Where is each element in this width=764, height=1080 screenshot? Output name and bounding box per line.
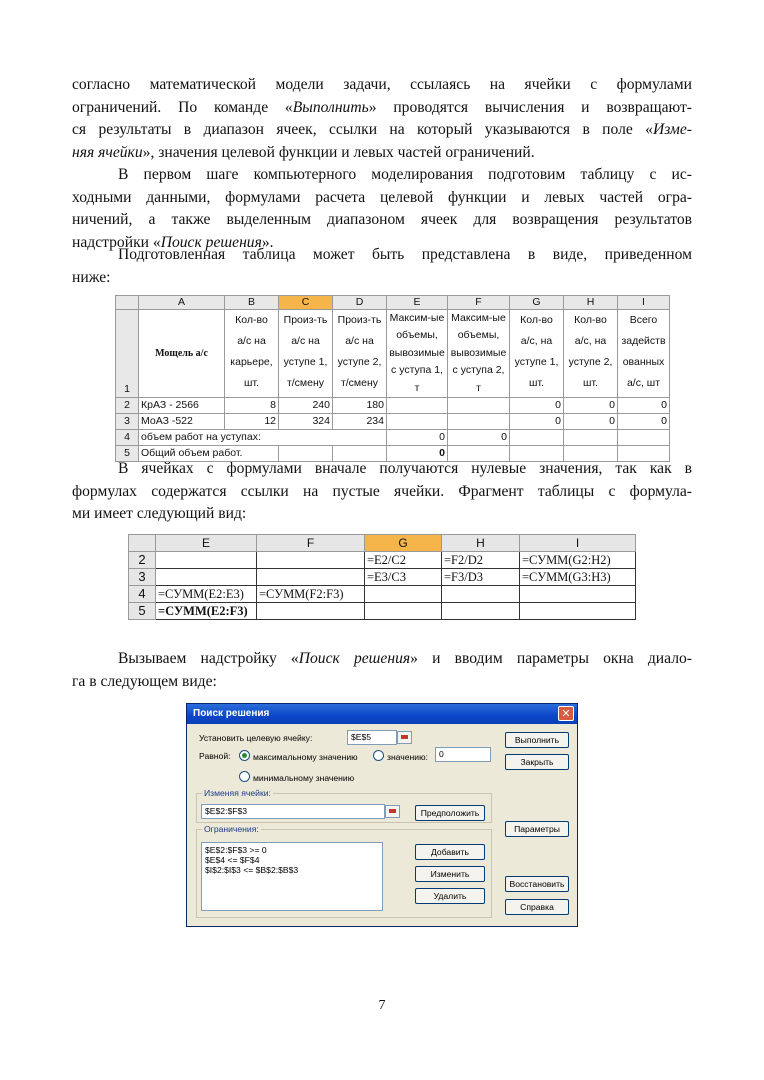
cell-e5: 0 bbox=[387, 446, 448, 462]
row-header: 4 bbox=[116, 430, 139, 446]
row-header: 1 bbox=[116, 310, 139, 398]
radio-value-label: значению: bbox=[387, 752, 428, 762]
cell-f3 bbox=[257, 569, 365, 586]
delete-constraint-button[interactable]: Удалить bbox=[415, 888, 485, 904]
cell-e2 bbox=[156, 552, 257, 569]
changing-cells-label: Изменяя ячейки: bbox=[204, 788, 271, 798]
text-line: согласно математической модели задачи, ссылаясь на ячейки с формулами bbox=[72, 76, 692, 93]
radio-min-label: минимальному значению bbox=[253, 773, 355, 783]
cell-g3: 0 bbox=[510, 414, 564, 430]
header-line: а/с, на bbox=[574, 335, 607, 347]
cell-b2: 8 bbox=[225, 398, 279, 414]
cell-i3: 0 bbox=[618, 414, 670, 430]
cell-i4 bbox=[618, 430, 670, 446]
header-line: Максим-ые bbox=[389, 312, 445, 324]
cell-i4 bbox=[520, 586, 636, 603]
equal-to-label: Равной: bbox=[199, 751, 231, 761]
column-header-g: G bbox=[510, 296, 564, 310]
radio-empty-icon bbox=[373, 750, 384, 761]
header-line: Произ-ть bbox=[283, 314, 328, 326]
row-header: 3 bbox=[129, 569, 156, 586]
cell-h5 bbox=[442, 603, 520, 620]
dialog-title: Поиск решения bbox=[193, 708, 270, 719]
header-line: Максим-ые bbox=[451, 312, 506, 324]
text-line: ми имеет следующий вид: bbox=[72, 505, 247, 522]
text-line: га в следующем виде: bbox=[72, 672, 217, 690]
cell-g2: =E2/C2 bbox=[365, 552, 442, 569]
header-line: задейств bbox=[621, 335, 666, 347]
close-button[interactable]: Закрыть bbox=[505, 754, 569, 770]
cell-g4 bbox=[510, 430, 564, 446]
options-button[interactable]: Параметры bbox=[505, 821, 569, 837]
constraints-label: Ограничения: bbox=[204, 824, 259, 834]
header-line: а/с, шт bbox=[626, 377, 661, 389]
header-cell-g1 bbox=[510, 310, 564, 398]
text-line: ничений, а также выделенным диапазоном ячеек для возвращения результатов bbox=[72, 211, 692, 228]
cell-f2 bbox=[257, 552, 365, 569]
radio-min[interactable] bbox=[239, 771, 354, 783]
cell-f5 bbox=[257, 603, 365, 620]
text-line: ходными данными, формулами расчета целевой функции и левых частей огра- bbox=[72, 188, 692, 206]
column-header-i: I bbox=[618, 296, 670, 310]
cell-i3: =СУММ(G3:H3) bbox=[520, 569, 636, 586]
column-header-b: B bbox=[225, 296, 279, 310]
text-line: В первом шаге компьютерного моделирования подготовим таблицу с ис- bbox=[118, 166, 692, 183]
header-cell-f1 bbox=[448, 310, 510, 398]
paragraph-4 bbox=[72, 458, 692, 526]
close-icon[interactable]: ✕ bbox=[558, 706, 574, 721]
header-cell-e1 bbox=[387, 310, 448, 398]
header-line: т bbox=[476, 381, 481, 394]
header-cell-c1 bbox=[279, 310, 333, 398]
header-line: вывозимые bbox=[389, 346, 445, 359]
cell-e4: =СУММ(E2:E3) bbox=[156, 586, 257, 603]
header-line: а/с на bbox=[291, 335, 320, 347]
solve-button[interactable]: Выполнить bbox=[505, 732, 569, 748]
cell-e2 bbox=[387, 398, 448, 414]
reset-all-button[interactable]: Восстановить bbox=[505, 876, 569, 892]
text-line: няя ячейки», значения целевой функции и левых частей ограничений. bbox=[72, 143, 535, 161]
text-line: ся результаты в диапазон ячеек, ссылки на который указываются в поле «Изме- bbox=[72, 121, 692, 138]
header-line: уступе 1, bbox=[514, 356, 559, 368]
list-item[interactable]: $I$2:$I$3 <= $B$2:$B$3 bbox=[205, 865, 299, 875]
corner-cell bbox=[116, 296, 139, 310]
header-line: а/с, на bbox=[520, 335, 553, 347]
spreadsheet-formula-table bbox=[128, 534, 636, 620]
list-item[interactable]: $E$2:$F$3 >= 0 bbox=[205, 845, 267, 855]
text-line: Подготовленная таблица может быть представлена в виде, приведенном bbox=[118, 246, 692, 263]
list-item[interactable]: $E$4 <= $F$4 bbox=[205, 855, 260, 865]
row-header: 5 bbox=[116, 446, 139, 462]
target-cell-input[interactable]: $E$5 bbox=[347, 730, 397, 745]
header-line: Всего bbox=[629, 314, 658, 326]
changing-cells-input[interactable]: $E$2:$F$3 bbox=[201, 804, 385, 819]
cell-g4 bbox=[365, 586, 442, 603]
radio-empty-icon bbox=[239, 771, 250, 782]
cell-b3: 12 bbox=[225, 414, 279, 430]
cell-d2: 180 bbox=[333, 398, 387, 414]
cell-e5: =СУММ(E2:F3) bbox=[156, 603, 257, 620]
cell-i5 bbox=[520, 603, 636, 620]
table-row bbox=[129, 552, 636, 569]
corner-cell bbox=[129, 535, 156, 552]
header-line: шт. bbox=[583, 377, 598, 389]
column-header-e: E bbox=[156, 535, 257, 552]
table-row bbox=[116, 310, 670, 398]
cell-g3: =E3/C3 bbox=[365, 569, 442, 586]
table-row bbox=[129, 569, 636, 586]
cell-f2 bbox=[448, 398, 510, 414]
collapse-dialog-icon[interactable] bbox=[385, 805, 400, 818]
cell-a2: КрАЗ - 2566 bbox=[139, 398, 225, 414]
column-header-h: H bbox=[442, 535, 520, 552]
cell-f4: =СУММ(F2:F3) bbox=[257, 586, 365, 603]
add-constraint-button[interactable]: Добавить bbox=[415, 844, 485, 860]
cell-c3: 324 bbox=[279, 414, 333, 430]
cell-e3 bbox=[387, 414, 448, 430]
header-line: т/смену bbox=[286, 377, 325, 389]
column-header-f: F bbox=[448, 296, 510, 310]
header-line: карьере, bbox=[230, 356, 273, 368]
cell-a3: МоАЗ -522 bbox=[139, 414, 225, 430]
cell-h2: =F2/D2 bbox=[442, 552, 520, 569]
header-line: с уступа 2, bbox=[452, 364, 505, 377]
cell-g2: 0 bbox=[510, 398, 564, 414]
paragraph-2 bbox=[72, 164, 692, 254]
cell-d3: 234 bbox=[333, 414, 387, 430]
cell-g5 bbox=[365, 603, 442, 620]
text-line: ниже: bbox=[72, 268, 111, 286]
header-line: т bbox=[414, 381, 420, 394]
paragraph-3 bbox=[72, 244, 692, 289]
text-line: ограничений. По команде «Выполнить» проводятся вычисления и возвращают- bbox=[72, 98, 692, 116]
header-line: уступе 1, bbox=[283, 356, 328, 368]
radio-max-label: максимальному значению bbox=[253, 752, 358, 762]
header-line: Кол-во bbox=[235, 314, 268, 326]
cell-h4 bbox=[564, 430, 618, 446]
header-cell-i1 bbox=[618, 310, 670, 398]
value-input[interactable]: 0 bbox=[435, 747, 491, 762]
header-cell-d1 bbox=[333, 310, 387, 398]
cell-i2: 0 bbox=[618, 398, 670, 414]
radio-value[interactable] bbox=[373, 750, 428, 762]
row-header: 5 bbox=[129, 603, 156, 620]
row-header: 3 bbox=[116, 414, 139, 430]
target-cell-label: Установить целевую ячейку: bbox=[199, 733, 313, 743]
header-line: а/с на bbox=[345, 335, 374, 347]
column-header-g: G bbox=[365, 535, 442, 552]
header-line: шт. bbox=[244, 377, 259, 389]
column-header-e: E bbox=[387, 296, 448, 310]
header-line: объемы, bbox=[457, 329, 500, 342]
column-header-f: F bbox=[257, 535, 365, 552]
column-header-c: C bbox=[279, 296, 333, 310]
header-line: а/с на bbox=[237, 335, 266, 347]
column-header-row bbox=[116, 296, 670, 310]
cell-i2: =СУММ(G2:H2) bbox=[520, 552, 636, 569]
header-line: уступе 2, bbox=[337, 356, 382, 368]
paragraph-5 bbox=[72, 648, 692, 693]
header-line: объемы, bbox=[396, 329, 438, 342]
text-line: надстройки «Поиск решения». bbox=[72, 233, 274, 251]
row-header: 4 bbox=[129, 586, 156, 603]
header-line: Произ-ть bbox=[337, 314, 382, 326]
paragraph-1 bbox=[72, 74, 692, 164]
cell-h4 bbox=[442, 586, 520, 603]
radio-max[interactable] bbox=[239, 750, 358, 762]
header-line: Кол-во bbox=[520, 314, 553, 326]
spreadsheet-source-table bbox=[115, 295, 670, 462]
radio-selected-icon bbox=[239, 750, 250, 761]
cell-a1: Мощель а/с bbox=[139, 310, 225, 398]
cell-h3: =F3/D3 bbox=[442, 569, 520, 586]
guess-button[interactable]: Предположить bbox=[415, 805, 485, 821]
page-number: 7 bbox=[378, 998, 386, 1013]
text-line: В ячейках с формулами вначале получаются нулевые значения, так как в bbox=[118, 460, 692, 477]
help-button[interactable]: Справка bbox=[505, 899, 569, 915]
cell-c2: 240 bbox=[279, 398, 333, 414]
cell-f3 bbox=[448, 414, 510, 430]
text-line: Вызываем надстройку «Поиск решения» и вводим параметры окна диало- bbox=[118, 650, 692, 667]
dialog-titlebar bbox=[187, 704, 577, 724]
text-line: формулах содержатся ссылки на пустые ячейки. Фрагмент таблицы с формула- bbox=[72, 482, 692, 500]
cell-a4: объем работ на уступах: bbox=[139, 430, 387, 446]
constraints-list[interactable] bbox=[201, 842, 383, 911]
cell-a5: Общий объем работ. bbox=[139, 446, 279, 462]
cell-e3 bbox=[156, 569, 257, 586]
cell-h2: 0 bbox=[564, 398, 618, 414]
row-header: 2 bbox=[116, 398, 139, 414]
change-constraint-button[interactable]: Изменить bbox=[415, 866, 485, 882]
table-row bbox=[116, 430, 670, 446]
header-cell-b1 bbox=[225, 310, 279, 398]
header-line: уступе 2, bbox=[568, 356, 613, 368]
column-header-h: H bbox=[564, 296, 618, 310]
cell-f4: 0 bbox=[448, 430, 510, 446]
solver-dialog bbox=[186, 703, 578, 927]
table-row bbox=[129, 586, 636, 603]
header-line: шт. bbox=[529, 377, 544, 389]
header-cell-h1 bbox=[564, 310, 618, 398]
column-header-d: D bbox=[333, 296, 387, 310]
header-line: ованных bbox=[622, 356, 665, 368]
table-row bbox=[116, 398, 670, 414]
row-header: 2 bbox=[129, 552, 156, 569]
column-header-a: A bbox=[139, 296, 225, 310]
header-line: вывозимые bbox=[450, 346, 507, 359]
header-line: с уступа 1, bbox=[391, 364, 443, 377]
table-row bbox=[116, 414, 670, 430]
column-header-i: I bbox=[520, 535, 636, 552]
header-line: Кол-во bbox=[574, 314, 607, 326]
header-line: т/смену bbox=[340, 377, 379, 389]
cell-e4: 0 bbox=[387, 430, 448, 446]
column-header-row bbox=[129, 535, 636, 552]
cell-h3: 0 bbox=[564, 414, 618, 430]
table-row bbox=[129, 603, 636, 620]
collapse-dialog-icon[interactable] bbox=[397, 731, 412, 744]
